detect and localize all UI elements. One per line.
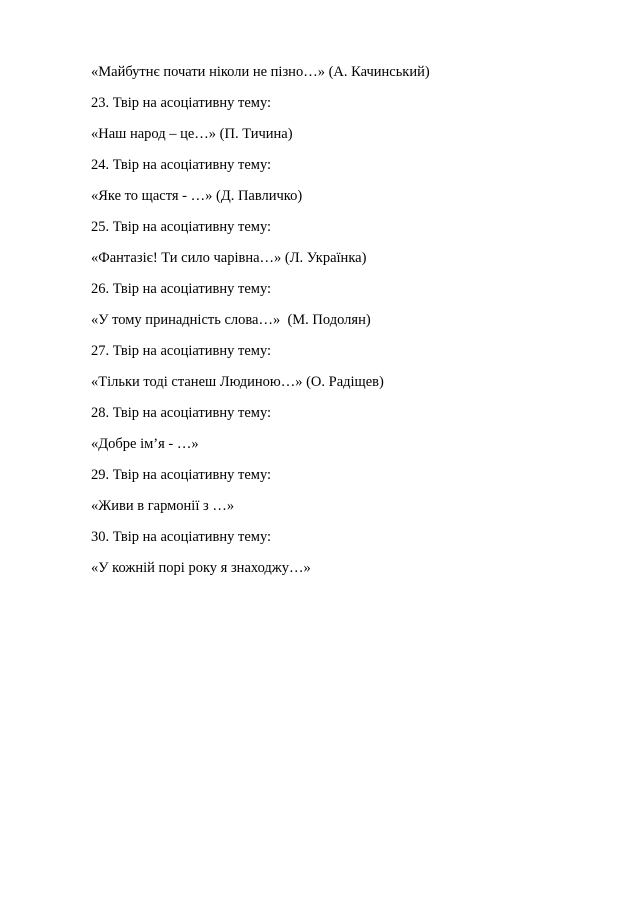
topic-heading: 27. Твір на асоціативну тему: xyxy=(91,343,272,359)
topic-heading: 26. Твір на асоціативну тему: xyxy=(91,281,272,297)
topic-heading: 24. Твір на асоціативну тему: xyxy=(91,157,272,173)
quote-line: «Живи в гармонії з …» xyxy=(91,498,235,514)
quote-line: «Наш народ – це…» (П. Тичина) xyxy=(91,126,293,142)
quote-line: «У тому принадність слова…» (М. Подолян) xyxy=(91,312,371,328)
quote-line: «Фантазіє! Ти сило чарівна…» (Л. Українка) xyxy=(91,250,367,266)
quote-line: «Добре ім’я - …» xyxy=(91,436,199,452)
topic-heading: 25. Твір на асоціативну тему: xyxy=(91,219,272,235)
quote-line: «Майбутнє почати ніколи не пізно…» (А. Качинський) xyxy=(91,64,430,80)
topic-heading: 29. Твір на асоціативну тему: xyxy=(91,467,272,483)
quote-line: «Тільки тоді станеш Людиною…» (О. Радіщев) xyxy=(91,374,384,390)
topic-heading: 30. Твір на асоціативну тему: xyxy=(91,529,272,545)
topic-heading: 23. Твір на асоціативну тему: xyxy=(91,95,272,111)
topic-heading: 28. Твір на асоціативну тему: xyxy=(91,405,272,421)
quote-line: «Яке то щастя - …» (Д. Павличко) xyxy=(91,188,303,204)
quote-line: «У кожній порі року я знаходжу…» xyxy=(91,560,311,576)
document-body xyxy=(91,62,611,589)
